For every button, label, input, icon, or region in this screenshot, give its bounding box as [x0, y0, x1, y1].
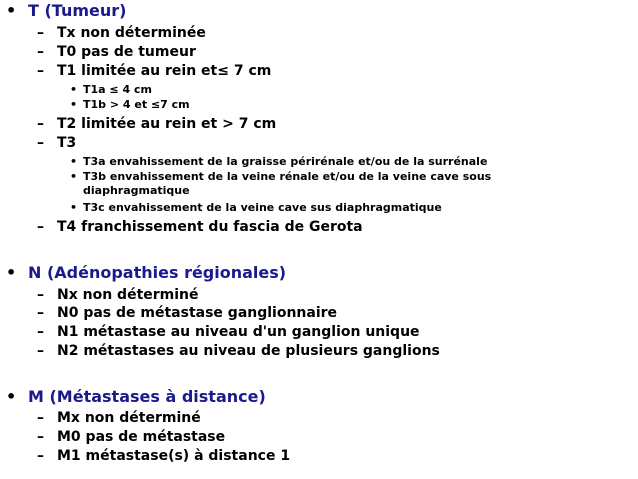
t3b-text-line2: diaphragmatique	[83, 184, 190, 197]
list-item-n1	[37, 325, 420, 339]
n0-text: N0 pas de métastase ganglionnaire	[57, 305, 338, 321]
t3c-text: T3c envahissement de la veine cave sus diaphragmatique	[83, 201, 442, 214]
list-item-t1a	[70, 84, 152, 95]
section-n-title: N (Adénopathies régionales)	[28, 263, 287, 282]
m0-text: M0 pas de métastase	[57, 429, 226, 445]
bullet-icon: •	[70, 98, 78, 111]
t4-text: T4 franchissement du fascia de Gerota	[57, 219, 363, 235]
list-item-t3c	[70, 202, 442, 213]
t0-text: T0 pas de tumeur	[57, 44, 196, 60]
t1b-text: T1b > 4 et ≤7 cm	[83, 98, 190, 111]
n1-text: N1 métastase au niveau d'un ganglion unique	[57, 324, 420, 340]
list-item-mx	[37, 411, 201, 425]
dash-icon: –	[37, 324, 44, 340]
list-item-t1	[37, 64, 271, 78]
list-item-t0	[37, 45, 196, 59]
list-item-t3a	[70, 156, 487, 167]
nx-text: Nx non déterminé	[57, 287, 199, 303]
dash-icon: –	[37, 448, 44, 464]
t3a-text: T3a envahissement de la graisse périrénale et/ou de la surrénale	[83, 155, 488, 168]
list-item-m0	[37, 430, 225, 444]
section-m-title: M (Métastases à distance)	[28, 387, 266, 406]
dash-icon: –	[37, 305, 44, 321]
dash-icon: –	[37, 44, 44, 60]
dash-icon: –	[37, 429, 44, 445]
bullet-icon: •	[70, 155, 78, 168]
n2-text: N2 métastases au niveau de plusieurs ganglions	[57, 343, 440, 359]
dash-icon: –	[37, 63, 44, 79]
dash-icon: –	[37, 287, 44, 303]
bullet-icon: •	[70, 201, 78, 214]
tx-text: Tx non déterminée	[57, 25, 206, 41]
dash-icon: –	[37, 410, 44, 426]
dash-icon: –	[37, 343, 44, 359]
m1-text: M1 métastase(s) à distance 1	[57, 448, 291, 464]
bullet-icon: •	[6, 387, 17, 406]
mx-text: Mx non déterminé	[57, 410, 201, 426]
dash-icon: –	[37, 219, 44, 235]
section-m-heading	[6, 389, 266, 405]
list-item-t3b-continued	[83, 185, 190, 196]
list-item-t3b	[70, 171, 491, 182]
section-t-heading	[6, 3, 126, 19]
bullet-icon: •	[6, 263, 17, 282]
bullet-icon: •	[70, 170, 78, 183]
list-item-tx	[37, 26, 206, 40]
list-item-t4	[37, 220, 363, 234]
section-t-title: T (Tumeur)	[28, 1, 127, 20]
bullet-icon: •	[6, 1, 17, 20]
list-item-t3	[37, 136, 76, 150]
t1a-text: T1a ≤ 4 cm	[83, 83, 152, 96]
list-item-n0	[37, 306, 337, 320]
dash-icon: –	[37, 116, 44, 132]
dash-icon: –	[37, 135, 44, 151]
t3-text: T3	[57, 135, 77, 151]
section-n-heading	[6, 265, 286, 281]
t3b-text-line1: T3b envahissement de la veine rénale et/ou de la veine cave sous	[83, 170, 492, 183]
list-item-m1	[37, 449, 290, 463]
list-item-nx	[37, 288, 199, 302]
list-item-n2	[37, 344, 440, 358]
bullet-icon: •	[70, 83, 78, 96]
t1-text: T1 limitée au rein et≤ 7 cm	[57, 63, 272, 79]
dash-icon: –	[37, 25, 44, 41]
list-item-t1b	[70, 99, 190, 110]
list-item-t2	[37, 117, 276, 131]
t2-text: T2 limitée au rein et > 7 cm	[57, 116, 277, 132]
